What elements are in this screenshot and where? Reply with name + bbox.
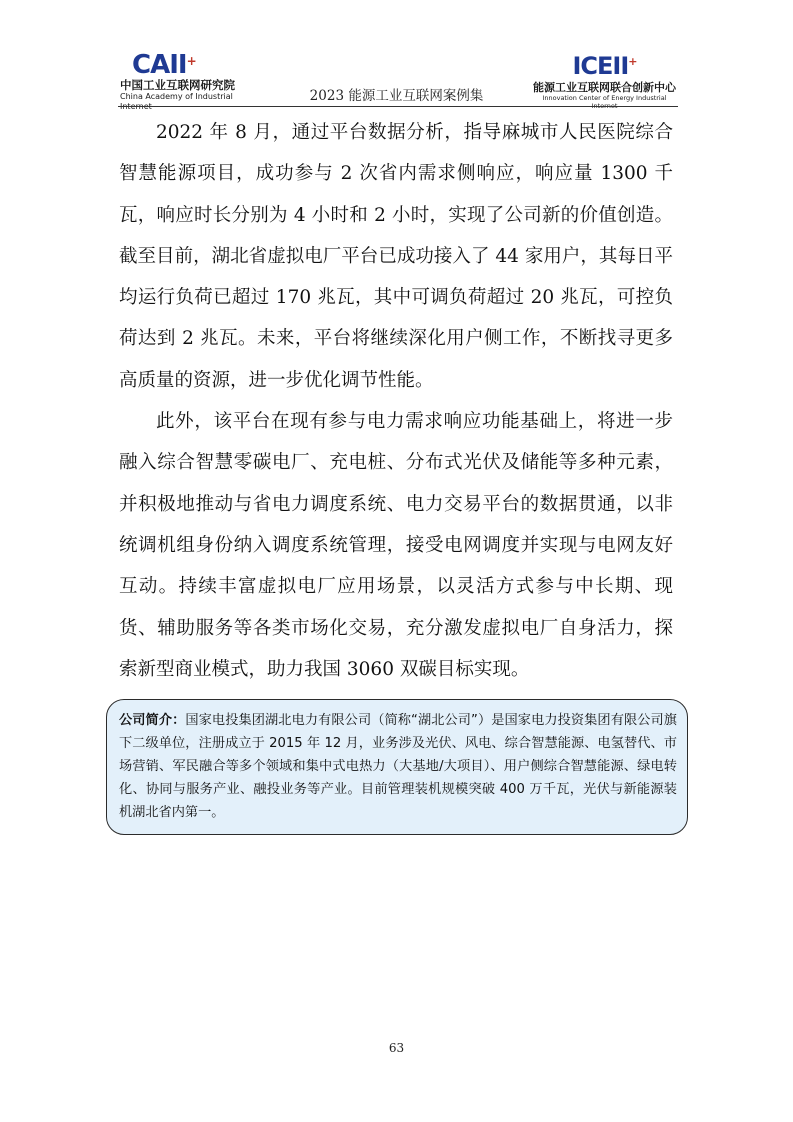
body-text — [119, 112, 673, 690]
caii-name-cn: 中国工业互联网研究院 — [120, 78, 235, 92]
company-intro-label: 公司简介： — [119, 713, 186, 728]
caii-name-en: China Academy of Industrial Internet — [120, 92, 233, 111]
caii-logo-mark — [132, 52, 272, 78]
page-header — [0, 0, 793, 110]
caii-logo-plus: + — [186, 54, 196, 68]
company-intro-box — [106, 699, 688, 835]
company-intro-text: 国家电投集团湖北电力有限公司（简称“湖北公司”）是国家电力投资集团有限公司旗下二级单位，注册成立于 2015 年 12 月，业务涉及光伏、风电、综合智慧能源、电氢替代、市场营销、军民融合等多个领域和集中式电热力（大基地/大项目）、用户侧综合智慧能源、绿电转化、协同与服务产业、融投业务等产业。目前管理装机规模突破 400 万千瓦，光伏与新能源装机湖北省内第一。 — [119, 713, 677, 820]
paragraph-2: 此外，该平台在现有参与电力需求响应功能基础上，将进一步融入综合智慧零碳电厂、充电桩、分布式光伏及储能等多种元素，并积极地推动与省电力调度系统、电力交易平台的数据贯通，以非统调机组身份纳入调度系统管理，接受电网调度并实现与电网友好互动。持续丰富虚拟电厂应用场景，以灵活方式参与中长期、现货、辅助服务等各类市场化交易，充分激发虚拟电厂自身活力，探索新型商业模式，助力我国 3060 双碳目标实现。 — [119, 411, 673, 680]
iceii-name-en: Innovation Center of Energy Industrial Internet — [542, 94, 667, 110]
document-title: 2023 能源工业互联网案例集 — [309, 88, 484, 104]
iceii-logo — [532, 54, 677, 110]
iceii-logo-mark — [532, 54, 677, 78]
paragraph-1: 2022 年 8 月，通过平台数据分析，指导麻城市人民医院综合智慧能源项目，成功参与 2 次省内需求侧响应，响应量 1300 千瓦，响应时长分别为 4 小时和 2 小时，实现了公司新的价值创造。截至目前，湖北省虚拟电厂平台已成功接入了 44 家用户，其每日平均运行负荷已超过 170 兆瓦，其中可调负荷超过 20 兆瓦，可控负荷达到 2 兆瓦。未来，平台将继续深化用户侧工作，不断找寻更多高质量的资源，进一步优化调节性能。 — [119, 122, 673, 391]
iceii-logo-plus: + — [628, 55, 637, 68]
caii-logo-mark-text: CAII — [132, 50, 187, 80]
iceii-logo-mark-text: ICEII — [572, 52, 629, 80]
header-divider — [118, 106, 678, 107]
iceii-name-cn: 能源工业互联网联合创新中心 — [533, 81, 676, 94]
page-number: 63 — [388, 1041, 405, 1055]
